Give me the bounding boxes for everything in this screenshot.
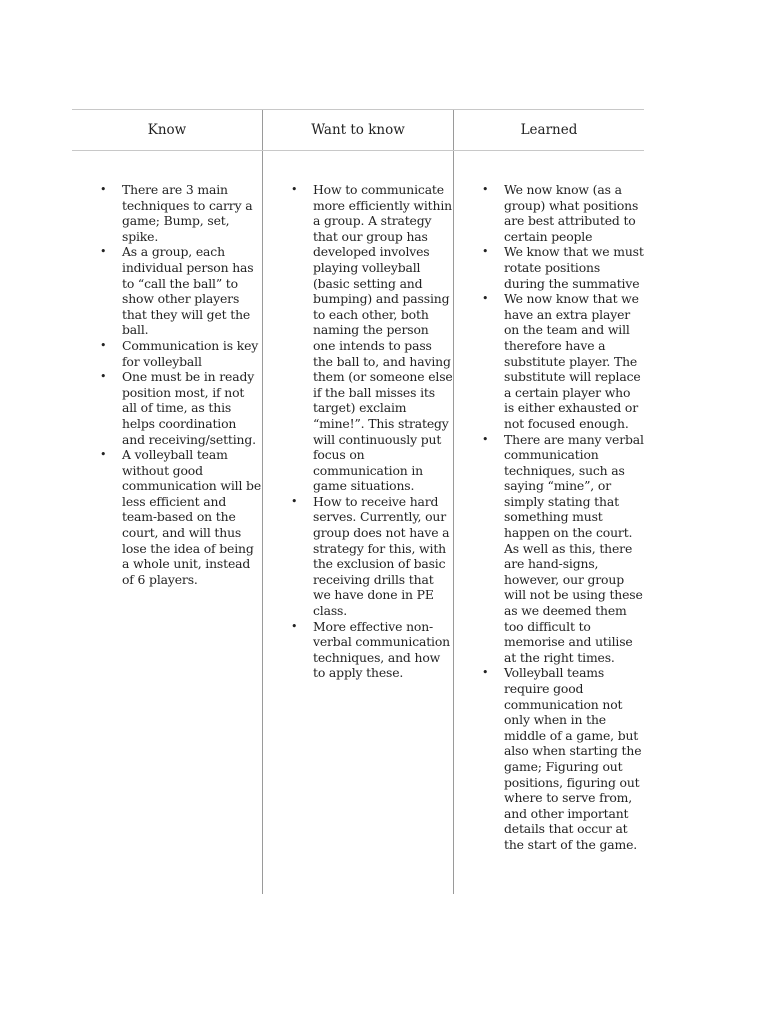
list-item: • As a group, each individual person has to “call the ball” to show other players that they will get the ball. bbox=[100, 244, 254, 338]
bullet-icon: • bbox=[291, 494, 298, 508]
list-item: • One must be in ready position most, if not all of time, as this helps coordination and receiving/setting. bbox=[100, 369, 256, 447]
list-item: • We know that we must rotate positions during the summative bbox=[482, 244, 644, 291]
know-list bbox=[72, 182, 262, 587]
bullet-icon: • bbox=[100, 370, 107, 384]
bullet-icon: • bbox=[291, 619, 298, 633]
list-item: • There are many verbal communication techniques, such as saying “mine”, or simply stating that something must happen on the court. As well as this, there are hand-signs, however, our group will not be using these as we deemed them too difficult to memorise and utilise at the right times. bbox=[482, 431, 644, 665]
bullet-icon: • bbox=[100, 245, 107, 259]
list-item: • We now know that we have an extra player on the team and will therefore have a substitute player. The substitute will replace a certain player who is either exhausted or not focused enough. bbox=[482, 291, 641, 431]
want-to-know-column bbox=[263, 182, 453, 681]
bullet-icon: • bbox=[482, 245, 489, 259]
bullet-icon: • bbox=[482, 666, 489, 680]
header-divider bbox=[72, 150, 644, 151]
bullet-icon: • bbox=[100, 183, 107, 196]
learned-column bbox=[454, 182, 644, 853]
header-learned: Learned bbox=[520, 122, 578, 138]
list-item: • Communication is key for volleyball bbox=[100, 337, 259, 369]
list-item: • A volleyball team without good communication will be less efficient and team-based on the court, and will thus lose the idea of being a whole unit, instead of 6 players. bbox=[100, 447, 262, 587]
know-column bbox=[72, 182, 262, 587]
list-item: • More effective non-verbal communication techniques, and how to apply these. bbox=[291, 618, 451, 681]
learned-list bbox=[454, 182, 644, 853]
bullet-icon: • bbox=[291, 183, 298, 196]
bullet-icon: • bbox=[100, 338, 107, 352]
list-item: • There are 3 main techniques to carry a game; Bump, set, spike. bbox=[100, 182, 253, 244]
bullet-icon: • bbox=[482, 292, 489, 306]
bullet-icon: • bbox=[482, 432, 489, 446]
bullet-icon: • bbox=[100, 448, 107, 462]
list-item: • We now know (as a group) what positions are best attributed to certain people bbox=[482, 182, 639, 244]
bullet-icon: • bbox=[482, 183, 489, 196]
list-item: • Volleyball teams require good communication not only when in the middle of a game, but also when starting the game; Figuring out positions, figuring out where to serve from, and other important details that occur at the start of the game. bbox=[482, 665, 642, 852]
kwl-table bbox=[72, 109, 644, 894]
list-item: • How to receive hard serves. Currently, our group does not have a strategy for this, with the exclusion of basic receiving drills that we have done in PE class. bbox=[291, 493, 450, 619]
header-want-to-know: Want to know bbox=[311, 122, 405, 138]
header-know: Know bbox=[147, 122, 187, 138]
list-item: • How to communicate more efficiently within a group. A strategy that our group has developed involves playing volleyball (basic setting and bumping) and passing to each other, both naming the person one intends to pass the ball to, and having them (or someone else if the ball misses its target) exclaim “mine!”. This strategy will continuously put focus on communication in game situations. bbox=[291, 182, 453, 494]
want-to-know-list bbox=[263, 182, 453, 681]
